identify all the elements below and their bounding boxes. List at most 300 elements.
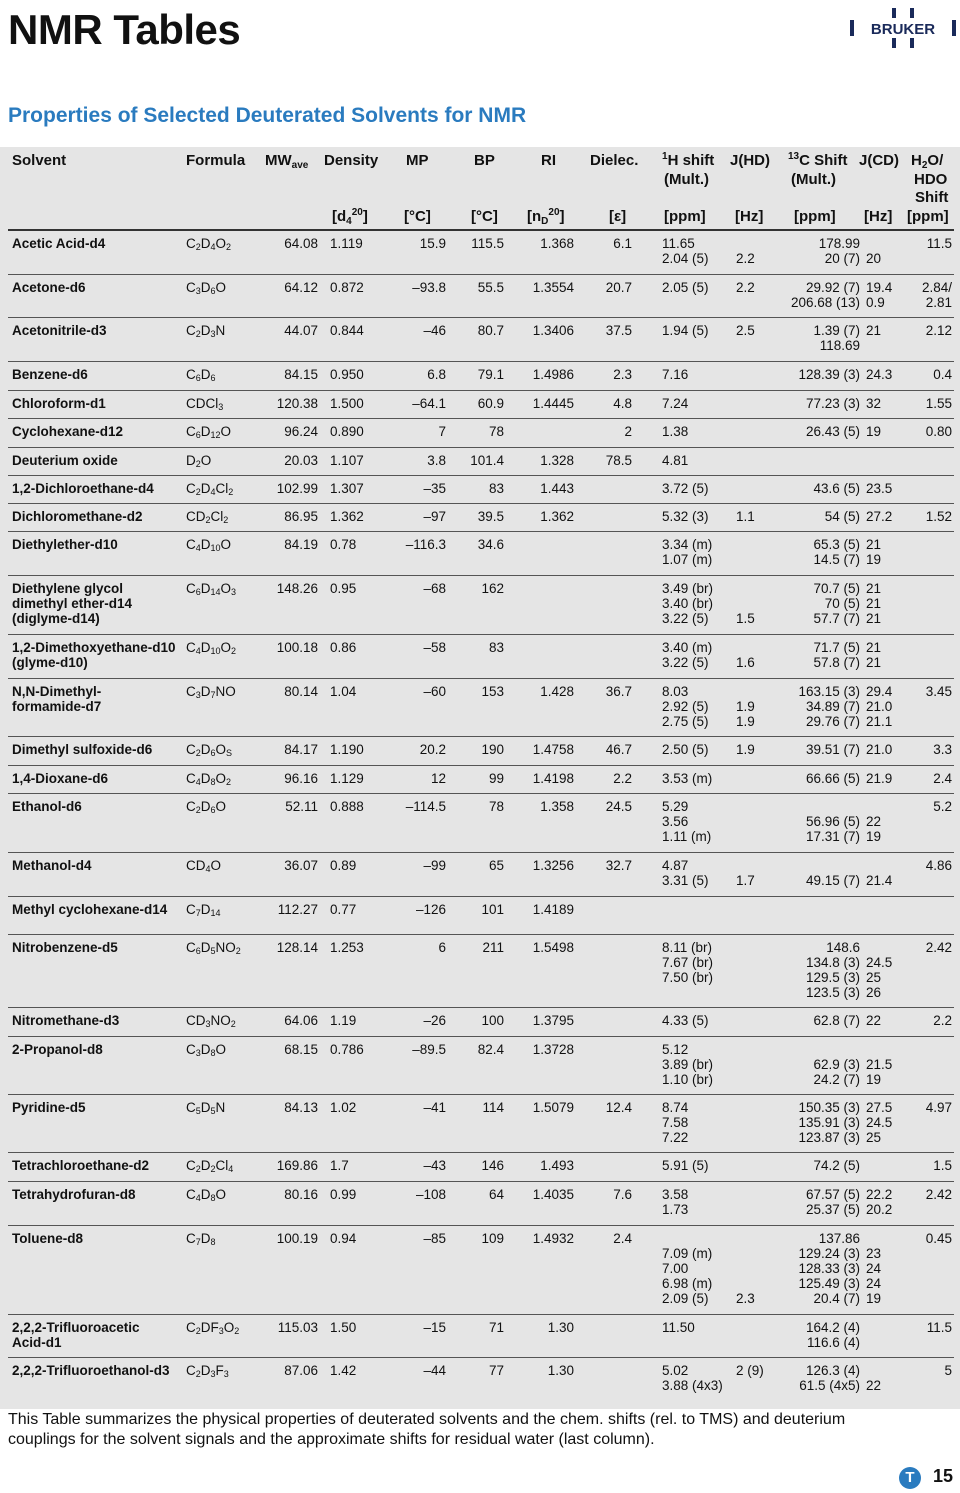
row-divider	[8, 634, 954, 635]
cell-ri: 1.362	[540, 509, 574, 524]
cell-ri: 1.3795	[532, 1013, 574, 1028]
cell-c: 62.8 (7)	[813, 1013, 860, 1028]
cell-name: Deuterium oxide	[12, 453, 118, 468]
cell-name: Cyclohexane-d12	[12, 424, 124, 439]
cell-formula: $C_2D_3N$	[186, 323, 226, 339]
cell-water: 1.52	[925, 509, 952, 524]
cell-jcd: 21.4	[866, 873, 893, 888]
row-divider	[8, 317, 954, 318]
cell-bp: 109	[481, 1231, 504, 1246]
header-c-shift-text: C Shift	[799, 152, 848, 169]
cell-dielec: 24.5	[605, 799, 632, 814]
cell-name: Nitrobenzene-d5	[12, 940, 118, 955]
cell-ri: 1.3554	[532, 280, 574, 295]
header-mw	[265, 152, 308, 169]
cell-mp: 15.9	[419, 236, 446, 251]
cell-c: 77.23 (3)	[805, 396, 860, 411]
cell-ri: 1.30	[547, 1320, 574, 1335]
cell-density: 0.94	[330, 1231, 357, 1246]
cell-jcd: 22.2 20.2	[866, 1187, 893, 1217]
cell-bp: 77	[488, 1363, 504, 1378]
unit-ri-end: ]	[559, 208, 565, 225]
cell-mp: 7	[438, 424, 446, 439]
cell-ri: 1.30	[547, 1363, 574, 1378]
cell-c: 137.86 129.24 (3) 128.33 (3) 125.49 (3) 20.4 (7)	[798, 1231, 860, 1306]
cell-water: 5	[944, 1363, 952, 1378]
header-water-o: O/	[927, 152, 944, 169]
cell-bp: 101.4	[470, 453, 504, 468]
cell-jcd: 21 19	[866, 537, 882, 567]
cell-h: 5.29 3.56 1.11 (m)	[662, 799, 712, 844]
cell-ri: 1.4198	[532, 771, 574, 786]
cell-c: 70.7 (5) 70 (5) 57.7 (7)	[813, 581, 860, 626]
cell-mw: 44.07	[284, 323, 318, 338]
unit-density	[332, 208, 368, 225]
cell-c: 128.39 (3)	[798, 367, 860, 382]
cell-mp: –15	[423, 1320, 446, 1335]
row-divider	[8, 793, 954, 794]
cell-bp: 79.1	[477, 367, 504, 382]
cell-mp: –58	[423, 640, 446, 655]
cell-h: 8.11 (br) 7.67 (br) 7.50 (br)	[662, 940, 714, 985]
cell-h: 8.03 2.92 (5) 2.75 (5)	[662, 684, 709, 729]
cell-water: 11.5	[926, 236, 952, 251]
cell-mp: –68	[423, 581, 446, 596]
cell-mw: 64.08	[284, 236, 318, 251]
cell-formula: $C_4D_8O_2$	[186, 771, 232, 787]
page-number: 15	[933, 1466, 954, 1486]
cell-density: 1.253	[330, 940, 364, 955]
cell-bp: 65	[488, 858, 504, 873]
header-density: Density	[324, 152, 379, 169]
row-divider	[8, 1036, 954, 1037]
cell-mw: 80.14	[284, 684, 318, 699]
header-ri: RI	[541, 152, 556, 169]
cell-name: N,N-Dimethyl- formamide-d7	[12, 684, 102, 714]
unit-density-text: [d	[332, 208, 347, 225]
cell-formula: CDCl$_3$	[186, 396, 224, 412]
cell-bp: 55.5	[477, 280, 504, 295]
cell-jhd: 2.5	[736, 323, 755, 338]
cell-formula: $CD_4O$	[186, 858, 222, 874]
cell-formula: $C_6D_6$	[186, 367, 216, 383]
cell-bp: 146	[481, 1158, 504, 1173]
cell-bp: 114	[482, 1100, 504, 1115]
row-divider	[8, 531, 954, 532]
cell-mp: 12	[430, 771, 446, 786]
cell-mp: –35	[423, 481, 446, 496]
cell-jhd: 2.3	[736, 1291, 755, 1306]
cell-dielec: 12.4	[605, 1100, 632, 1115]
cell-formula: $C_4D_8O$	[186, 1187, 227, 1203]
cell-dielec: 20.7	[605, 280, 632, 295]
cell-bp: 80.7	[477, 323, 504, 338]
row-divider	[8, 418, 954, 419]
cell-mp: –26	[423, 1013, 446, 1028]
cell-mp: –85	[423, 1231, 446, 1246]
header-h-shift	[662, 152, 714, 169]
cell-h: 7.16	[662, 367, 689, 382]
cell-jhd: 1.9	[736, 742, 755, 757]
cell-bp: 60.9	[477, 396, 504, 411]
header-h-shift-text: H shift	[667, 152, 715, 169]
cell-mw: 86.95	[284, 509, 318, 524]
page-badge: T	[899, 1467, 921, 1489]
cell-jcd: 19.4 0.9	[866, 280, 893, 310]
cell-mw: 84.15	[284, 367, 318, 382]
cell-water: 0.45	[925, 1231, 952, 1246]
cell-mw: 80.16	[284, 1187, 318, 1202]
header-c-shift-sup: 13	[788, 151, 800, 162]
cell-mw: 100.18	[276, 640, 318, 655]
header-mw-text: MW	[265, 152, 292, 169]
cell-c: 66.66 (5)	[805, 771, 860, 786]
header-water-h: H	[911, 152, 922, 169]
cell-name: Toluene-d8	[12, 1231, 84, 1246]
cell-density: 0.950	[330, 367, 364, 382]
cell-mw: 84.13	[284, 1100, 318, 1115]
cell-bp: 162	[481, 581, 504, 596]
cell-bp: 34.6	[477, 537, 504, 552]
cell-name: 1,4-Dioxane-d6	[12, 771, 109, 786]
cell-bp: 83	[488, 481, 504, 496]
cell-name: Diethylene glycol dimethyl ether-d14 (diglyme-d14)	[12, 581, 133, 626]
cell-h: 11.65 2.04 (5)	[662, 236, 709, 266]
cell-name: Methanol-d4	[12, 858, 92, 873]
cell-h: 11.50	[662, 1320, 695, 1335]
cell-ri: 1.3728	[532, 1042, 574, 1057]
cell-dielec: 2.2	[613, 771, 632, 786]
header-mw-sub: ave	[291, 160, 309, 171]
cell-density: 0.99	[330, 1187, 357, 1202]
cell-jcd: 22	[866, 1013, 882, 1028]
cell-water: 2.12	[925, 323, 952, 338]
row-divider	[8, 1225, 954, 1226]
header-mp: MP	[406, 152, 429, 169]
cell-bp: 82.4	[477, 1042, 504, 1057]
cell-name: Ethanol-d6	[12, 799, 82, 814]
cell-mw: 96.24	[284, 424, 318, 439]
cell-h: 4.33 (5)	[662, 1013, 709, 1028]
logo-text: BRUKER	[870, 21, 936, 38]
cell-mp: 3.8	[427, 453, 446, 468]
cell-ri: 1.3256	[532, 858, 574, 873]
header-water-hdo: HDO	[914, 171, 948, 188]
row-divider	[8, 1152, 954, 1153]
cell-water: 0.4	[933, 367, 952, 382]
cell-h: 5.02 3.88 (4x3)	[662, 1363, 723, 1393]
cell-water: 4.97	[925, 1100, 952, 1115]
cell-density: 1.50	[330, 1320, 357, 1335]
cell-jcd: 29.4 21.0 21.1	[866, 684, 893, 729]
cell-mw: 102.99	[276, 481, 318, 496]
cell-density: 1.307	[330, 481, 364, 496]
cell-formula: $C_6D_{14}O_3$	[186, 581, 237, 597]
cell-h: 3.72 (5)	[662, 481, 709, 496]
cell-jhd: 1.5	[736, 611, 755, 626]
unit-ri-text: [n	[527, 208, 542, 225]
cell-water: 2.4	[933, 771, 952, 786]
row-divider	[8, 1007, 954, 1008]
cell-name: Dimethyl sulfoxide-d6	[12, 742, 153, 757]
cell-c: 71.7 (5) 57.8 (7)	[813, 640, 860, 670]
cell-formula: $C_3D_6O$	[186, 280, 227, 296]
cell-mp: –89.5	[412, 1042, 446, 1057]
cell-jcd: 23 24 24 19	[866, 1246, 882, 1306]
cell-density: 1.7	[330, 1158, 349, 1173]
cell-ri: 1.5498	[532, 940, 574, 955]
cell-density: 1.42	[330, 1363, 357, 1378]
cell-bp: 115.5	[471, 236, 504, 251]
cell-bp: 101	[481, 902, 504, 917]
header-water	[911, 152, 943, 169]
cell-formula: $C_2DF_3O_2$	[186, 1320, 240, 1336]
cell-ri: 1.4035	[532, 1187, 574, 1202]
cell-mp: –46	[423, 323, 446, 338]
cell-mw: 115.03	[277, 1320, 318, 1335]
cell-dielec: 37.5	[605, 323, 632, 338]
cell-mp: –126	[415, 902, 446, 917]
row-divider	[8, 503, 954, 504]
cell-c: 39.51 (7)	[805, 742, 860, 757]
cell-c: 148.6 134.8 (3) 129.5 (3) 123.5 (3)	[805, 940, 860, 1000]
cell-jcd: 24.3	[866, 367, 893, 382]
header-solvent: Solvent	[12, 152, 67, 169]
cell-h: 5.32 (3)	[662, 509, 709, 524]
row-divider	[8, 390, 954, 391]
cell-bp: 83	[488, 640, 504, 655]
cell-h: 3.49 (br) 3.40 (br) 3.22 (5)	[662, 581, 714, 626]
cell-name: Acetone-d6	[12, 280, 86, 295]
cell-h: 3.40 (m) 3.22 (5)	[662, 640, 713, 670]
cell-mw: 96.16	[284, 771, 318, 786]
cell-formula: $C_2D_3F_3$	[186, 1363, 229, 1379]
cell-h: 2.50 (5)	[662, 742, 709, 757]
cell-formula: $C_3D_8O$	[186, 1042, 227, 1058]
header-jcd: J(CD)	[859, 152, 899, 169]
cell-density: 0.888	[330, 799, 364, 814]
cell-mp: –99	[423, 858, 446, 873]
cell-dielec: 46.7	[605, 742, 632, 757]
cell-mp: –43	[423, 1158, 446, 1173]
row-divider	[8, 736, 954, 737]
cell-name: Acetonitrile-d3	[12, 323, 107, 338]
cell-mp: –60	[423, 684, 446, 699]
cell-h: 4.81	[662, 453, 689, 468]
row-divider	[8, 1094, 954, 1095]
cell-c: 26.43 (5)	[805, 424, 860, 439]
cell-formula: $C_2D_6O$	[186, 799, 227, 815]
cell-name: Methyl cyclohexane-d14	[12, 902, 168, 917]
cell-mp: –44	[423, 1363, 446, 1378]
cell-ri: 1.493	[540, 1158, 574, 1173]
cell-name: Acetic Acid-d4	[12, 236, 106, 251]
cell-ri: 1.4445	[532, 396, 574, 411]
cell-mw: 169.86	[276, 1158, 318, 1173]
unit-h-shift: [ppm]	[664, 208, 706, 225]
cell-formula: $C_6D_5NO_2$	[186, 940, 241, 956]
cell-density: 0.872	[330, 280, 364, 295]
cell-c: 67.57 (5) 25.37 (5)	[805, 1187, 860, 1217]
cell-c: 163.15 (3) 34.89 (7) 29.76 (7)	[798, 684, 860, 729]
bruker-logo	[850, 8, 956, 48]
cell-c: 164.2 (4) 116.6 (4)	[805, 1320, 860, 1350]
unit-water: [ppm]	[907, 208, 949, 225]
cell-name: Tetrahydrofuran-d8	[12, 1187, 136, 1202]
cell-c: 62.9 (3) 24.2 (7)	[813, 1057, 860, 1087]
cell-water: 1.5	[933, 1158, 952, 1173]
cell-dielec: 2	[624, 424, 632, 439]
row-divider	[8, 1181, 954, 1182]
cell-ri: 1.5079	[532, 1100, 574, 1115]
cell-density: 1.107	[330, 453, 364, 468]
row-divider	[8, 361, 954, 362]
cell-ri: 1.4758	[532, 742, 574, 757]
cell-name: Pyridine-d5	[12, 1100, 86, 1115]
cell-c: 1.39 (7) 118.69	[813, 323, 860, 353]
cell-mp: –116.3	[405, 537, 446, 552]
cell-h: 1.94 (5)	[662, 323, 709, 338]
cell-c: 49.15 (7)	[805, 873, 860, 888]
header-water-sub: 2	[921, 160, 928, 171]
cell-jcd: 20	[866, 251, 882, 266]
cell-dielec: 32.7	[605, 858, 632, 873]
cell-dielec: 2.4	[613, 1231, 632, 1246]
cell-jcd: 19	[866, 424, 882, 439]
cell-water: 2.42	[925, 1187, 952, 1202]
cell-dielec: 6.1	[613, 236, 632, 251]
cell-h: 5.12 3.89 (br) 1.10 (br)	[662, 1042, 714, 1087]
cell-mw: 64.06	[284, 1013, 318, 1028]
cell-name: Chloroform-d1	[12, 396, 106, 411]
unit-ri-sub: D	[541, 216, 549, 227]
cell-jhd: 2.2	[736, 251, 755, 266]
section-title: Properties of Selected Deuterated Solvents for NMR	[8, 104, 527, 127]
footnote: This Table summarizes the physical properties of deuterated solvents and the chem. shifts (rel. to TMS) and deuterium couplings for the solvent signals and the approximate shifts for residual water (last column).	[8, 1411, 846, 1448]
cell-density: 1.02	[330, 1100, 357, 1115]
cell-ri: 1.443	[540, 481, 574, 496]
cell-density: 1.500	[330, 396, 364, 411]
cell-bp: 153	[481, 684, 504, 699]
cell-c: 54 (5)	[824, 509, 860, 524]
cell-bp: 71	[488, 1320, 504, 1335]
cell-water: 2.42	[925, 940, 952, 955]
row-divider	[8, 575, 954, 576]
cell-density: 0.844	[330, 323, 364, 338]
cell-mp: 6.8	[427, 367, 446, 382]
unit-c-shift: [ppm]	[794, 208, 836, 225]
cell-mp: –97	[423, 509, 446, 524]
cell-dielec: 78.5	[605, 453, 632, 468]
cell-mw: 148.26	[276, 581, 318, 596]
cell-jhd: 1.6	[736, 655, 755, 670]
cell-mp: 20.2	[419, 742, 446, 757]
cell-jhd: 2 (9)	[736, 1363, 764, 1378]
row-divider	[8, 852, 954, 853]
row-divider	[8, 274, 954, 275]
cell-ri: 1.328	[540, 453, 574, 468]
cell-mp: –93.8	[412, 280, 446, 295]
cell-name: Tetrachloroethane-d2	[12, 1158, 150, 1173]
cell-density: 0.95	[330, 581, 357, 596]
cell-formula: $C_7D_{14}$	[186, 902, 221, 918]
cell-ri: 1.3406	[532, 323, 574, 338]
cell-dielec: 7.6	[613, 1187, 632, 1202]
cell-jcd: 21.9	[866, 771, 893, 786]
cell-h: 1.38	[662, 424, 689, 439]
cell-water: 2.2	[933, 1013, 952, 1028]
cell-water: 4.86	[925, 858, 952, 873]
page-title: NMR Tables	[8, 6, 241, 53]
cell-jcd: 21 21	[866, 640, 882, 670]
cell-water: 2.84/ 2.81	[921, 280, 952, 310]
cell-name: 1,2-Dimethoxyethane-d10 (glyme-d10)	[12, 640, 176, 670]
cell-water: 11.5	[926, 1320, 952, 1335]
cell-h: 3.34 (m) 1.07 (m)	[662, 537, 713, 567]
cell-jcd: 22	[866, 1378, 882, 1393]
cell-h: 5.91 (5)	[662, 1158, 709, 1173]
header-water-shift: Shift	[915, 189, 949, 206]
cell-formula: $C_6D_{12}O$	[186, 424, 232, 440]
cell-ri: 1.4189	[532, 902, 574, 917]
cell-c: 150.35 (3) 135.91 (3) 123.87 (3)	[798, 1100, 860, 1145]
cell-name: 2,2,2-Trifluoroethanol-d3	[12, 1363, 170, 1378]
cell-mp: –114.5	[405, 799, 446, 814]
cell-name: Nitromethane-d3	[12, 1013, 120, 1028]
cell-mw: 20.03	[284, 453, 318, 468]
cell-density: 0.77	[330, 902, 357, 917]
cell-name: Benzene-d6	[12, 367, 88, 382]
cell-mw: 100.19	[276, 1231, 318, 1246]
cell-name: 2,2,2-Trifluoroacetic Acid-d1	[12, 1320, 140, 1350]
cell-c: 29.92 (7) 206.68 (13)	[790, 280, 860, 310]
cell-dielec: 2.3	[613, 367, 632, 382]
cell-h: 3.53 (m)	[662, 771, 713, 786]
cell-mw: 64.12	[284, 280, 318, 295]
cell-mp: –64.1	[412, 396, 446, 411]
cell-mw: 68.15	[284, 1042, 318, 1057]
cell-bp: 39.5	[477, 509, 504, 524]
cell-name: Dichloromethane-d2	[12, 509, 143, 524]
cell-density: 0.890	[330, 424, 364, 439]
cell-ri: 1.368	[540, 236, 574, 251]
cell-h: 8.74 7.58 7.22	[662, 1100, 689, 1145]
cell-jhd: 1.7	[736, 873, 755, 888]
cell-h: 2.05 (5)	[662, 280, 709, 295]
cell-c: 74.2 (5)	[813, 1158, 860, 1173]
unit-jcd: [Hz]	[864, 208, 893, 225]
cell-mp: 6	[438, 940, 446, 955]
cell-mw: 112.27	[277, 902, 318, 917]
cell-formula: $C_2D_4O_2$	[186, 236, 232, 252]
cell-h: 3.58 1.73	[662, 1187, 689, 1217]
cell-bp: 211	[482, 940, 504, 955]
header-jhd: J(HD)	[730, 152, 770, 169]
cell-water: 1.55	[925, 396, 952, 411]
cell-mp: –108	[415, 1187, 446, 1202]
header-formula: Formula	[186, 152, 246, 169]
row-divider	[8, 475, 954, 476]
cell-c: 178.99 20 (7)	[818, 236, 860, 266]
unit-density-sub: 4	[346, 216, 352, 227]
cell-jcd: 21 21 21	[866, 581, 882, 626]
cell-ri: 1.358	[540, 799, 574, 814]
cell-jcd: 21.0	[866, 742, 893, 757]
cell-formula: $D_2O$	[186, 453, 212, 469]
unit-ri-sup: 20	[548, 207, 560, 218]
cell-density: 0.78	[330, 537, 357, 552]
cell-h: 7.09 (m) 7.00 6.98 (m) 2.09 (5)	[662, 1246, 713, 1306]
